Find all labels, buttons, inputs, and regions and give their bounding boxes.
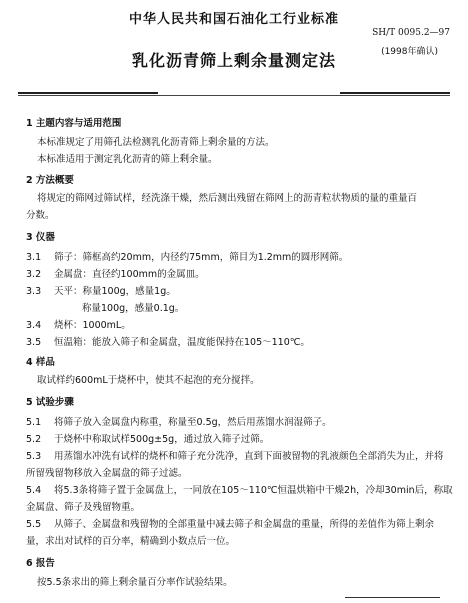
item-3-3-line-2: 称量100g，感量0.1g。 xyxy=(82,303,185,314)
title-divider-left xyxy=(18,92,158,94)
item-3-1: 3.1 筛子：筛框高约20mm，内径约75mm，筛目为1.2mm的圆形网筛。 xyxy=(26,252,349,263)
item-5-1: 5.1 将筛子放入金属盘内称重，称量至0.5g，然后用蒸馏水润湿筛子。 xyxy=(26,417,332,428)
section-5-title: 5 试验步骤 xyxy=(26,397,74,408)
section-1-para-1: 本标准规定了用筛孔法检测乳化沥青筛上剩余量的方法。 xyxy=(37,137,275,148)
section-1-para-2: 本标准适用于测定乳化沥青的筛上剩余量。 xyxy=(37,154,218,165)
item-5-5: 5.5 从筛子、金属盘和残留物的全部重量中减去筛子和金属盘的重量，所得的差值作为筛上剩余 xyxy=(26,519,435,530)
item-5-4-line-2: 金属盘、筛子及残留物重。 xyxy=(26,502,141,513)
section-2-para-2: 分数。 xyxy=(26,210,55,221)
header-organization: 中华人民共和国石油化工行业标准 xyxy=(128,12,339,27)
section-2-para-1: 将规定的筛网过筛试样，经洗涤干燥，然后测出残留在筛网上的沥青粒状物质的量的重量百 xyxy=(37,193,418,204)
item-3-5: 3.5 恒温箱：能放入筛子和金属盘，温度能保持在105～110℃。 xyxy=(26,337,310,348)
section-2-title: 2 方法概要 xyxy=(26,175,74,186)
standard-code: SH/T 0095.2—97 xyxy=(372,28,450,38)
document-title: 乳化沥青筛上剩余量测定法 xyxy=(131,51,336,70)
section-1-title: 1 主题内容与适用范围 xyxy=(26,118,122,129)
item-5-2: 5.2 于烧杯中称取试样500g±5g，通过放入筛子过筛。 xyxy=(26,434,270,445)
title-divider-right xyxy=(340,92,450,94)
item-3-4: 3.4 烧杯：1000mL。 xyxy=(26,320,131,331)
section-6-title: 6 报告 xyxy=(26,558,55,569)
confirmation-year: (1998年确认) xyxy=(381,47,438,57)
section-4-title: 4 样品 xyxy=(26,357,55,368)
item-5-4: 5.4 将5.3条将筛子置于金属盘上，一同放在105～110℃恒温烘箱中干燥2h，冷却30min后，称取 xyxy=(26,485,453,496)
footer-divider xyxy=(345,597,440,598)
title-divider xyxy=(18,95,450,96)
item-5-5-line-2: 量，求出对试样的百分率，精确到小数点后一位。 xyxy=(26,536,236,547)
item-3-2: 3.2 金属盘：直径约100mm的金属皿。 xyxy=(26,269,205,280)
section-3-title: 3 仪器 xyxy=(26,232,55,243)
section-6-para-1: 按5.5条求出的筛上剩余量百分率作试验结果。 xyxy=(37,577,233,588)
item-3-3: 3.3 天平：称量100g，感量1g。 xyxy=(26,286,176,297)
item-5-3: 5.3 用蒸馏水冲洗有试样的烧杯和筛子充分洗净，直到下面被留物的乳液颜色全部消失为止，并将 xyxy=(26,451,444,462)
section-4-para-1: 取试样约600mL于烧杯中，使其不起泡的充分搅拌。 xyxy=(37,375,260,386)
item-5-3-line-2: 所留残留物移放入金属盘的筛子过滤。 xyxy=(26,468,188,479)
